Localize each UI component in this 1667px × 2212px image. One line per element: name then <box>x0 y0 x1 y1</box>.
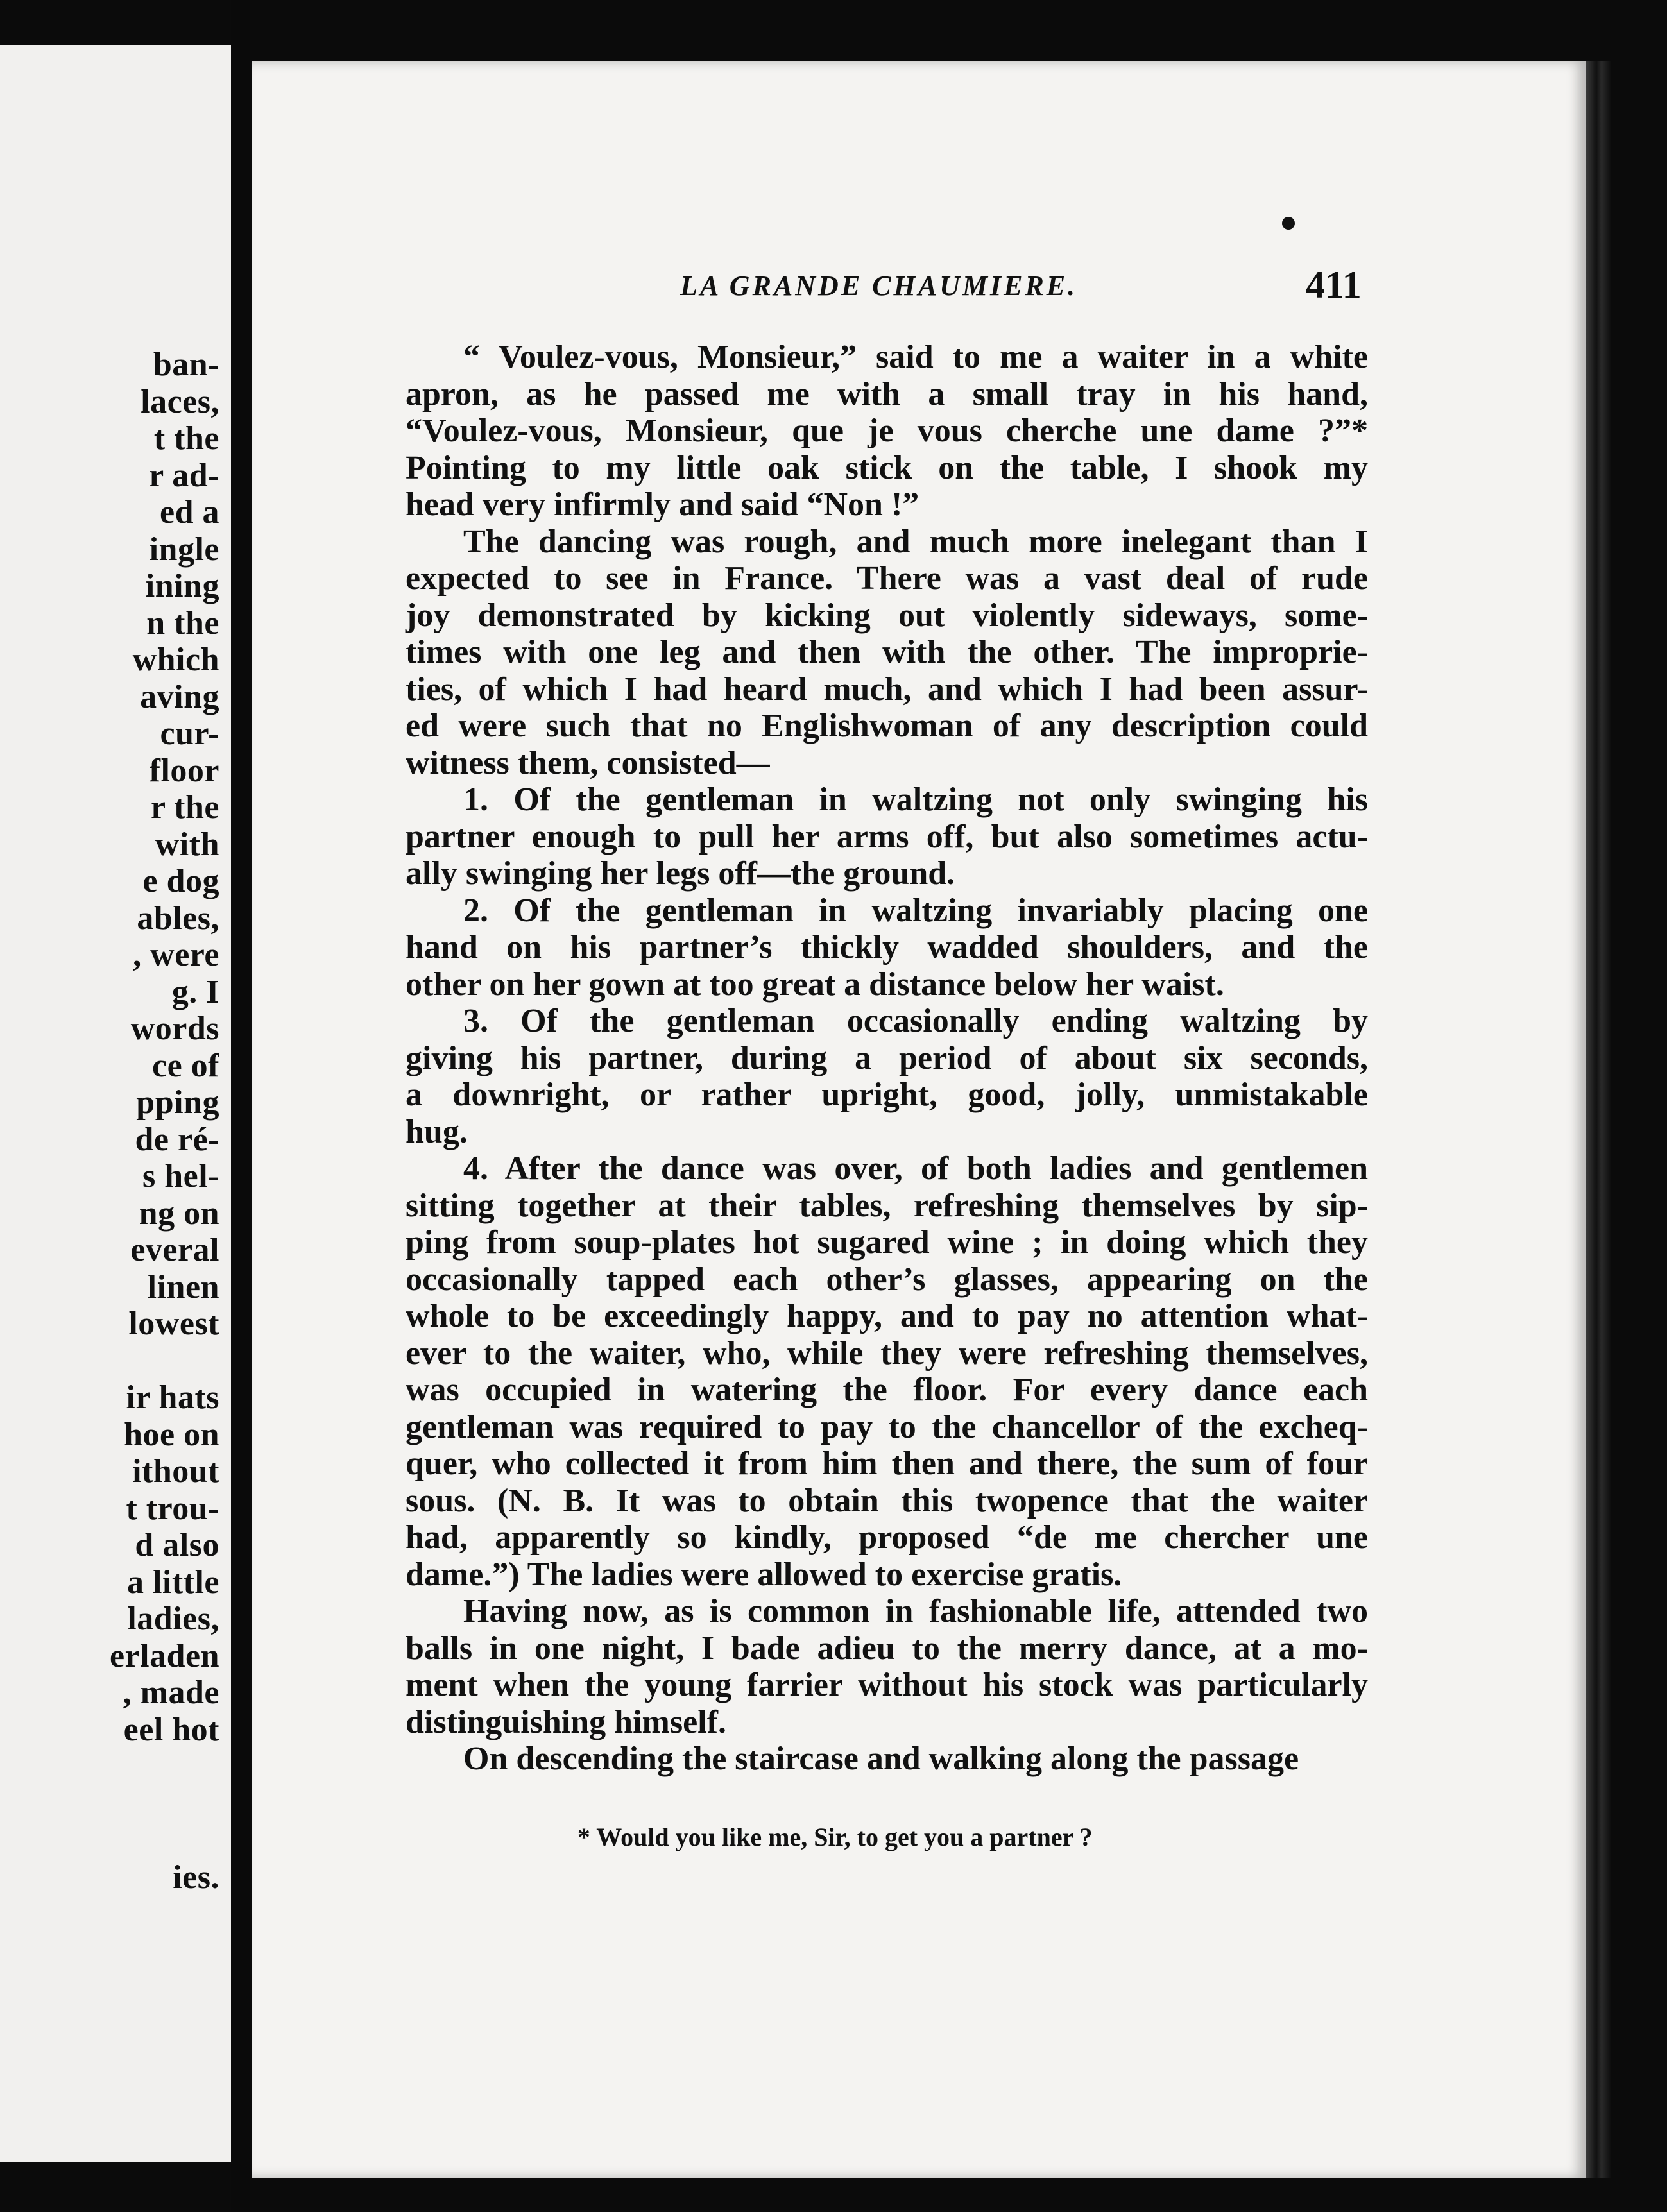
text-line: partner enough to pull her arms off, but also sometimes actu- <box>406 818 1368 855</box>
previous-page-line: ining <box>145 568 219 604</box>
previous-page-line: ithout <box>132 1453 219 1490</box>
text-line: apron, as he passed me with a small tray in his hand, <box>406 375 1368 413</box>
previous-page-line: with <box>155 826 219 863</box>
previous-page-line: t the <box>153 420 219 457</box>
previous-page-line: ingle <box>149 531 219 568</box>
text-line: times with one leg and then with the other. The improprie- <box>406 634 1368 670</box>
text-line: other on her gown at too great a distance below her waist. <box>406 966 1224 1003</box>
text-line: had, apparently so kindly, proposed “de me chercher une <box>406 1519 1368 1556</box>
text-line: ping from soup-plates hot sugared wine ; in doing which they <box>406 1224 1368 1261</box>
ink-dot-mark <box>1282 217 1295 230</box>
text-line: a downright, or rather upright, good, jolly, unmistakable <box>406 1076 1368 1113</box>
text-line: joy demonstrated by kicking out violently sideways, some- <box>406 597 1368 634</box>
text-line: On descending the staircase and walking along the passage <box>463 1740 1299 1777</box>
text-line: The dancing was rough, and much more inelegant than I <box>463 523 1368 560</box>
text-line: “Voulez-vous, Monsieur, que je vous cherche une dame ?”* <box>406 413 1368 449</box>
previous-page-line: ban- <box>153 346 219 383</box>
previous-page-line: eel hot <box>123 1711 219 1748</box>
text-line: was occupied in watering the floor. For every dance each <box>406 1372 1368 1408</box>
text-line: distinguishing himself. <box>406 1703 726 1740</box>
previous-page-line: r the <box>151 789 219 826</box>
page-edge-shadow <box>1586 61 1612 2178</box>
text-line: gentleman was required to pay to the chancellor of the excheq- <box>406 1408 1368 1445</box>
text-line: occasionally tapped each other’s glasses, appearing on the <box>406 1261 1368 1298</box>
footnote: * Would you like me, Sir, to get you a partner ? <box>577 1823 1093 1851</box>
previous-page-line: ables, <box>137 899 219 937</box>
text-line: 1. Of the gentleman in waltzing not only swinging his <box>463 781 1368 818</box>
text-line: Pointing to my little oak stick on the table, I shook my <box>406 449 1368 486</box>
previous-page-line: d also <box>135 1527 219 1563</box>
previous-page-line: , made <box>123 1674 219 1711</box>
previous-page-line: erladen <box>109 1637 219 1674</box>
previous-page-line: s hel- <box>142 1158 219 1195</box>
previous-page-line: r ad- <box>149 457 219 494</box>
text-line: ally swinging her legs off—the ground. <box>406 855 955 892</box>
previous-page-line: ce of <box>152 1047 219 1084</box>
text-line: 4. After the dance was over, of both ladies and gentlemen <box>463 1150 1368 1187</box>
previous-page-line: pping <box>136 1084 219 1121</box>
text-line: ever to the waiter, who, while they were refreshing themselves, <box>406 1334 1368 1372</box>
previous-page-line: laces, <box>141 383 219 420</box>
previous-page-line: t trou- <box>126 1490 219 1527</box>
text-line: witness them, consisted— <box>406 744 770 781</box>
page-gutter <box>231 0 250 2212</box>
previous-page-line: lowest <box>128 1306 219 1342</box>
text-line: “ Voulez-vous, Monsieur,” said to me a waiter in a white <box>463 339 1368 375</box>
previous-page-line: everal <box>130 1232 219 1268</box>
text-line: dame.”) The ladies were allowed to exercise gratis. <box>406 1556 1122 1593</box>
page-number: 411 <box>1306 264 1362 306</box>
text-line: whole to be exceedingly happy, and to pay no attention what- <box>406 1298 1368 1334</box>
running-head: LA GRANDE CHAUMIERE. <box>680 270 1078 302</box>
text-line: quer, who collected it from him then and there, the sum of four <box>406 1445 1368 1482</box>
previous-page-line: ladies, <box>127 1601 219 1637</box>
text-line: head very infirmly and said “Non !” <box>406 486 919 523</box>
text-line: 2. Of the gentleman in waltzing invariably placing one <box>463 892 1368 929</box>
text-line: hand on his partner’s thickly wadded shoulders, and the <box>406 929 1368 966</box>
previous-page-line: cur- <box>160 715 219 752</box>
text-line: ties, of which I had heard much, and which I had been assur- <box>406 670 1368 708</box>
previous-page-line: , were <box>133 937 219 973</box>
previous-page-line: floor <box>149 752 219 789</box>
previous-page-line: ir hats <box>126 1379 219 1416</box>
previous-page-line: which <box>132 642 219 678</box>
text-line: ment when the young farrier without his stock was particularly <box>406 1667 1368 1703</box>
text-line: giving his partner, during a period of about six seconds, <box>406 1039 1368 1076</box>
previous-page-line: de ré- <box>135 1121 219 1158</box>
text-line: expected to see in France. There was a vast deal of rude <box>406 560 1368 597</box>
previous-page-line: n the <box>146 604 219 642</box>
previous-page-line: aving <box>140 678 219 715</box>
previous-page-line: ng on <box>139 1195 219 1232</box>
previous-page-fragment <box>0 45 231 2162</box>
text-line: hug. <box>406 1113 468 1150</box>
text-line: sitting together at their tables, refreshing themselves by sip- <box>406 1187 1368 1224</box>
previous-page-line: g. I <box>171 973 219 1010</box>
text-line: balls in one night, I bade adieu to the merry dance, at a mo- <box>406 1629 1368 1667</box>
previous-page-line: linen <box>147 1268 219 1306</box>
text-line: 3. Of the gentleman occasionally ending waltzing by <box>463 1003 1368 1039</box>
previous-page-line: words <box>130 1010 219 1047</box>
previous-page-line: a little <box>126 1563 219 1601</box>
body-text <box>406 339 1368 1778</box>
text-line: ed were such that no Englishwoman of any description could <box>406 708 1368 744</box>
text-line: Having now, as is common in fashionable life, attended two <box>463 1593 1368 1629</box>
text-line: sous. (N. B. It was to obtain this twopence that the waiter <box>406 1482 1368 1519</box>
previous-page-line: hoe on <box>124 1416 219 1453</box>
previous-page-line: ies. <box>173 1859 219 1896</box>
previous-page-line: e dog <box>142 863 219 899</box>
previous-page-line: ed a <box>160 494 219 531</box>
